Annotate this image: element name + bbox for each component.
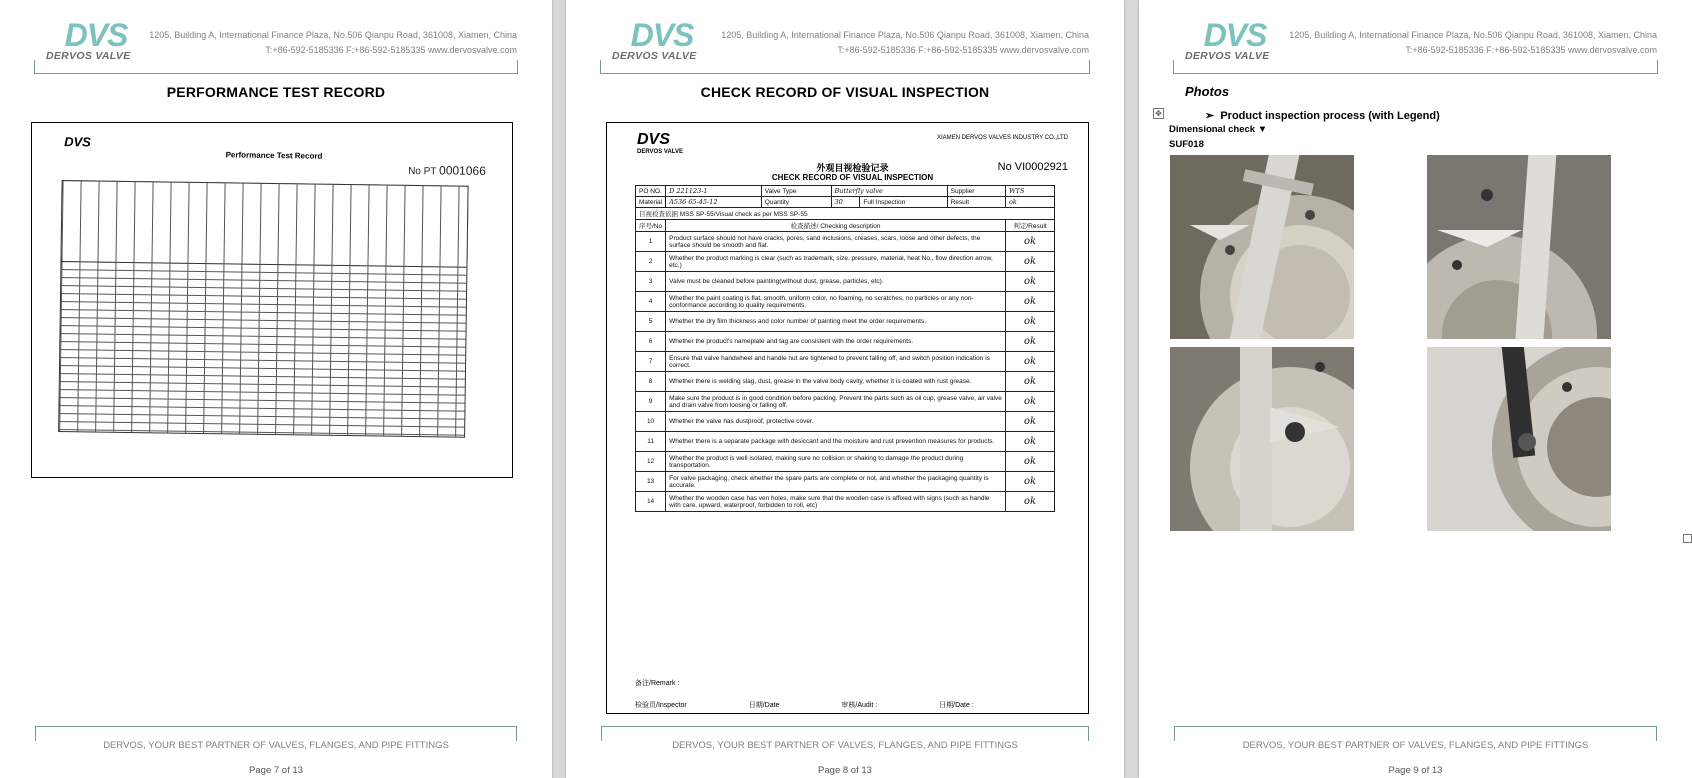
signature-line: 备注/Remark : 检验员/Inspector 日期/Date 审核/Audit : 日期/Date : xyxy=(635,680,974,709)
item-number: 14 xyxy=(636,492,666,512)
scan-title-en: CHECK RECORD OF VISUAL INSPECTION xyxy=(771,173,934,182)
paragraph-end-marker xyxy=(1683,534,1692,543)
page-header xyxy=(40,17,517,76)
item-result: ok xyxy=(1006,432,1055,452)
dimensional-check-dropdown[interactable]: Dimensional check ▼ xyxy=(1169,124,1268,135)
item-result: ok xyxy=(1006,412,1055,432)
item-number: 11 xyxy=(636,432,666,452)
item-number: 3 xyxy=(636,272,666,292)
item-description: Whether there is welding slag, dust, grease in the valve body cavity, whether it is coated with rust grease. xyxy=(666,372,1006,392)
inspection-item-row xyxy=(636,372,1055,392)
item-result: ok xyxy=(1006,472,1055,492)
inspection-photo-3 xyxy=(1170,347,1354,531)
page-title: CHECK RECORD OF VISUAL INSPECTION xyxy=(700,84,990,100)
page-number: Page 7 of 13 xyxy=(249,765,303,776)
footer-slogan: DERVOS, YOUR BEST PARTNER OF VALVES, FLANGES, AND PIPE FITTINGS xyxy=(103,740,449,751)
item-number: 4 xyxy=(636,292,666,312)
header-rule xyxy=(600,73,1090,74)
inspection-photo-2 xyxy=(1427,155,1611,339)
item-result: ok xyxy=(1006,272,1055,292)
item-result: ok xyxy=(1006,452,1055,472)
inspection-item-row xyxy=(636,412,1055,432)
triangle-down-icon: ▼ xyxy=(1257,124,1268,135)
item-result: ok xyxy=(1006,372,1055,392)
document-page-7 xyxy=(0,0,552,778)
scan-title-cn: 外观目视检验记录 xyxy=(816,163,889,173)
inspection-table xyxy=(635,185,1055,512)
inspection-item-row xyxy=(636,472,1055,492)
inspection-item-row xyxy=(636,332,1055,352)
scan-number: No PT 0001066 xyxy=(408,163,486,178)
company-logo: DVS DERVOS VALVE xyxy=(46,17,131,62)
company-address: 1205, Building A, International Finance Plaza, No.506 Qianpu Road, 361008, Xiamen, China T:+86-592-5185336 F:+86-592-5185335 www.dervosvalve.com xyxy=(721,30,1089,55)
scan-company: XIAMEN DERVOS VALVES INDUSTRY CO.,LTD xyxy=(936,135,1068,141)
table-row: 目视检查依据 MSS SP-55/Visual check as per MSS SP-55 xyxy=(636,208,1055,220)
performance-test-scan xyxy=(31,122,513,478)
scan-title: Performance Test Record xyxy=(225,150,323,161)
document-page-8 xyxy=(566,0,1124,778)
company-address: 1205, Building A, International Finance Plaza, No.506 Qianpu Road, 361008, Xiamen, China T:+86-592-5185336 F:+86-592-5185335 www.dervosvalve.com xyxy=(1289,30,1657,55)
inspection-item-row xyxy=(636,312,1055,332)
header-rule xyxy=(1173,73,1658,74)
item-result: ok xyxy=(1006,352,1055,372)
product-code: SUF018 xyxy=(1169,139,1204,150)
move-anchor-icon[interactable]: ✥ xyxy=(1153,108,1164,119)
company-logo: DVS DERVOS VALVE xyxy=(1185,17,1270,62)
photos-heading: Photos xyxy=(1185,84,1230,99)
inspection-photo-4 xyxy=(1427,347,1611,531)
inspection-item-row xyxy=(636,292,1055,312)
header-rule xyxy=(34,73,518,74)
item-result: ok xyxy=(1006,252,1055,272)
inspection-item-row xyxy=(636,252,1055,272)
page-number: Page 9 of 13 xyxy=(1388,765,1443,776)
item-description: Whether there is a separate package with desiccant and the moisture and rust prevention measures for products. xyxy=(666,432,1006,452)
item-number: 7 xyxy=(636,352,666,372)
item-number: 8 xyxy=(636,372,666,392)
item-number: 10 xyxy=(636,412,666,432)
item-number: 6 xyxy=(636,332,666,352)
item-number: 13 xyxy=(636,472,666,492)
item-description: Whether the dry film thickness and color number of painting meet the order requirements. xyxy=(666,312,1006,332)
table-row: Material A536 65-45-12 Quantity 30 Full Inspection Result ok xyxy=(636,197,1055,208)
item-number: 2 xyxy=(636,252,666,272)
item-description: Whether the paint coating is flat, smooth, uniform color, no foaming, no scratches, no particles or any non-conformance according to quality requirements. xyxy=(666,292,1006,312)
page-title: PERFORMANCE TEST RECORD xyxy=(166,84,386,100)
page-header xyxy=(1179,17,1657,76)
item-number: 1 xyxy=(636,232,666,252)
scan-logo: DVS xyxy=(64,134,92,150)
item-description: Make sure the product is in good condition before packing. Prevent the parts such as oil cup, grease valve, air valve and drain valve from loosing or falling off. xyxy=(666,392,1006,412)
item-description: Whether the product marking is clear (such as trademark, size, pressure, material, heat No., flow direction arrow, etc.) xyxy=(666,252,1006,272)
company-address: 1205, Building A, International Finance Plaza, No.506 Qianpu Road, 361008, Xiamen, China T:+86-592-5185336 F:+86-592-5185335 www.dervosvalve.com xyxy=(149,30,517,55)
item-description: Whether the product's nameplate and tag are consistent with the order requirements. xyxy=(666,332,1006,352)
item-description: For valve packaging, check whether the spare parts are complete or not, and whether the packaging quantity is accurate. xyxy=(666,472,1006,492)
item-result: ok xyxy=(1006,312,1055,332)
company-logo: DVS DERVOS VALVE xyxy=(612,17,697,62)
item-number: 12 xyxy=(636,452,666,472)
test-grid-header xyxy=(60,180,468,268)
visual-inspection-scan xyxy=(606,122,1089,714)
process-title: ➢ Product inspection process (with Legend) xyxy=(1205,110,1440,122)
arrow-bullet-icon: ➢ xyxy=(1205,110,1215,122)
footer-slogan: DERVOS, YOUR BEST PARTNER OF VALVES, FLANGES, AND PIPE FITTINGS xyxy=(672,740,1018,751)
table-header-row: 序号/No 检查描述/ Checking description 判定/Result xyxy=(636,220,1055,232)
item-result: ok xyxy=(1006,392,1055,412)
inspection-item-row xyxy=(636,452,1055,472)
document-page-9 xyxy=(1139,0,1692,778)
item-description: Ensure that valve handwheel and handle nut are tightened to prevent falling off, and switch position indication is correct. xyxy=(666,352,1006,372)
item-number: 9 xyxy=(636,392,666,412)
item-result: ok xyxy=(1006,492,1055,512)
footer-slogan: DERVOS, YOUR BEST PARTNER OF VALVES, FLANGES, AND PIPE FITTINGS xyxy=(1242,740,1589,751)
item-description: Product surface should not have cracks, pores, sand inclusions, creases, scars, loose and other defects, the surface should be smooth and flat. xyxy=(666,232,1006,252)
item-description: Whether the wooden case has ven holes, make sure that the wooden case is affixed with signs (such as handle with care, upward, waterproof, forbidden to roll, etc) xyxy=(666,492,1006,512)
inspection-item-row xyxy=(636,272,1055,292)
inspection-item-row xyxy=(636,492,1055,512)
item-result: ok xyxy=(1006,332,1055,352)
inspection-item-row xyxy=(636,232,1055,252)
item-description: Valve must be cleaned before painting(without dust, grease, particles, etc). xyxy=(666,272,1006,292)
page-header xyxy=(606,17,1089,76)
item-result: ok xyxy=(1006,292,1055,312)
item-description: Whether the product is well isolated, making sure no collision or shaking to damage the product during transportation. xyxy=(666,452,1006,472)
page-number: Page 8 of 13 xyxy=(818,765,872,776)
inspection-item-row xyxy=(636,432,1055,452)
item-description: Whether the valve has dustproof, protective cover. xyxy=(666,412,1006,432)
table-row: PO NO. D 221123-1 Valve Type Butterfly valve Supplier WTS xyxy=(636,186,1055,197)
item-result: ok xyxy=(1006,232,1055,252)
item-number: 5 xyxy=(636,312,666,332)
inspection-item-row xyxy=(636,392,1055,412)
inspection-item-row xyxy=(636,352,1055,372)
scan-number: No VI0002921 xyxy=(997,161,1068,173)
scan-logo: DVS DERVOS VALVE xyxy=(637,131,684,155)
inspection-photo-1 xyxy=(1170,155,1354,339)
